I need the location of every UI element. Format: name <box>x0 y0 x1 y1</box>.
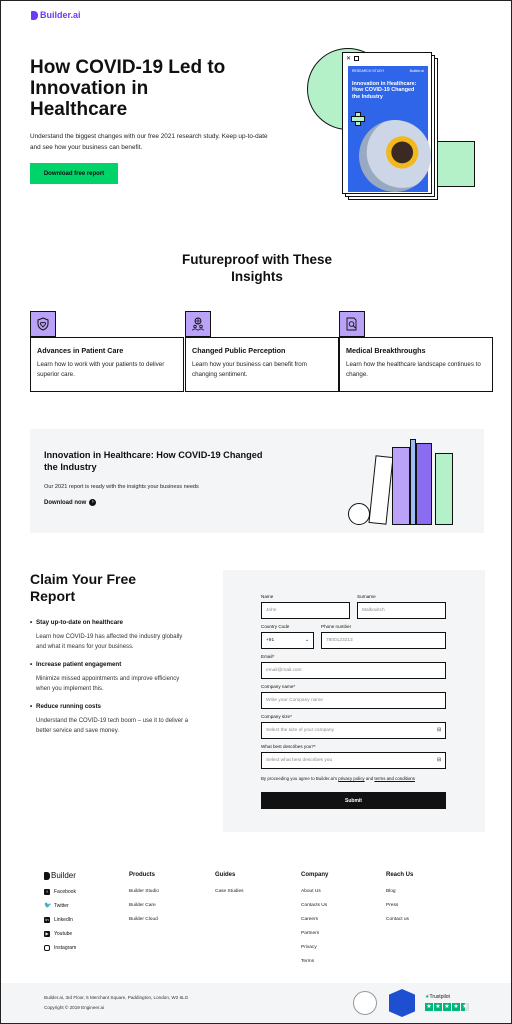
footer-link[interactable]: Careers <box>301 917 319 922</box>
name-label: Name <box>261 594 274 599</box>
book-illustration <box>392 447 410 525</box>
email-field[interactable]: email@mail.com <box>261 662 446 679</box>
trustpilot-stars <box>425 1003 469 1011</box>
hero-title: How COVID-19 Led to Innovation in Healthcare <box>30 57 226 120</box>
star-icon: ★ <box>453 1004 459 1010</box>
star-half-icon: ★ <box>462 1004 468 1010</box>
insight-title: Medical Breakthroughs <box>346 346 426 355</box>
report-banner <box>30 429 484 533</box>
globe-people-icon <box>185 311 211 337</box>
describe-select[interactable]: Select what best describes you ⊟ <box>261 752 446 769</box>
report-cover-title: Innovation in Healthcare: How COVID-19 Changed the Industry <box>352 81 417 100</box>
brand-logo[interactable]: Builder.ai <box>31 10 81 20</box>
banner-text: Our 2021 report is ready with the insights your business needs <box>44 484 199 490</box>
trustpilot-label[interactable]: ★Trustpilot <box>425 994 450 1000</box>
insights-title: Futureproof with These Insights <box>182 252 332 284</box>
star-icon: ★ <box>426 1004 432 1010</box>
footer-link[interactable]: Partners <box>301 931 320 936</box>
youtube-icon: ▶ <box>45 931 49 936</box>
insight-card-patient-care <box>30 337 184 392</box>
footer-link[interactable]: Contact us <box>386 917 409 922</box>
chevron-down-icon: ⌄ <box>304 638 309 643</box>
company-name-label: Company name* <box>261 684 296 689</box>
social-twitter[interactable]: 🐦 Twitter <box>44 903 69 909</box>
social-youtube[interactable]: ▶ Youtube <box>45 931 73 937</box>
book-illustration <box>368 455 393 525</box>
surname-field[interactable]: Malkovitch <box>357 602 446 619</box>
company-size-label: Company size* <box>261 714 292 719</box>
copyright: Copyright © 2019 Engineer.ai <box>44 1005 105 1010</box>
surname-label: Surname <box>357 594 376 599</box>
social-facebook[interactable]: f Facebook <box>44 889 76 895</box>
book-illustration <box>416 443 432 525</box>
company-name-field[interactable]: Write your Company name <box>261 692 446 709</box>
phone-field[interactable]: 7800123213 <box>321 632 446 649</box>
footer-heading-products: Products <box>129 872 156 878</box>
arrow-right-icon: › <box>89 499 96 506</box>
decor-circle <box>348 503 370 525</box>
linkedin-icon: in <box>45 917 49 922</box>
consent-text: By proceeding you agree to Builder.ai's privacy policy and terms and conditions <box>261 776 415 781</box>
describe-label: What best describes you?* <box>261 744 316 749</box>
report-tag: RESEARCH STUDY <box>352 69 385 73</box>
insight-card-public-perception <box>185 337 339 392</box>
certification-badge <box>353 991 377 1015</box>
close-icon: ✕ <box>346 55 352 62</box>
submit-button[interactable]: Submit <box>261 792 446 809</box>
banner-title: Innovation in Healthcare: How COVID-19 Changed the Industry <box>44 450 263 472</box>
footer-link[interactable]: Case Studies <box>215 889 244 894</box>
star-icon: ★ <box>444 1004 450 1010</box>
insight-text: Learn how to work with your patients to deliver superior care. <box>37 361 165 378</box>
footer-link[interactable]: Builder Studio <box>129 889 159 894</box>
social-instagram[interactable]: Instagram <box>44 945 76 951</box>
download-now-link[interactable]: Download now › <box>44 499 96 506</box>
document-search-icon <box>339 311 365 337</box>
claim-title: Claim Your Free Report <box>30 571 137 604</box>
healthcare-worker-photo <box>359 120 431 192</box>
instagram-icon <box>44 945 50 951</box>
download-report-button[interactable]: Download free report <box>30 163 118 184</box>
footer-link[interactable]: Contacts Us <box>301 903 328 908</box>
company-size-select[interactable]: Select the size of your company ⊟ <box>261 722 446 739</box>
insight-text: Learn how your business can benefit from changing sentiment. <box>192 361 307 378</box>
footer-link[interactable]: About Us <box>301 889 321 894</box>
report-cover-illustration <box>342 52 432 194</box>
hero-description: Understand the biggest changes with our free 2021 research study. Keep up-to-date and see how your business can benefit. <box>30 133 268 151</box>
insight-title: Advances in Patient Care <box>37 346 124 355</box>
footer-logo[interactable]: Builder <box>44 871 76 880</box>
footer-heading-reach-us: Reach Us <box>386 872 414 878</box>
footer-link[interactable]: Builder Cloud <box>129 917 158 922</box>
social-linkedin[interactable]: in LinkedIn <box>45 917 73 923</box>
window-controls <box>343 53 431 63</box>
name-field[interactable]: John <box>261 602 350 619</box>
footer-link[interactable]: Blog <box>386 889 396 894</box>
country-code-label: Country Code <box>261 624 290 629</box>
footer-link[interactable]: Privacy <box>301 945 317 950</box>
footer-link[interactable]: Press <box>386 903 399 908</box>
report-brand: Builder.ai <box>409 69 424 73</box>
phone-label: Phone number <box>321 624 352 629</box>
footer-heading-guides: Guides <box>215 872 236 878</box>
insight-card-medical-breakthroughs <box>339 337 493 392</box>
footer-link[interactable]: Terms <box>301 959 315 964</box>
insight-text: Learn how the healthcare landscape continues to change. <box>346 361 481 378</box>
insight-title: Changed Public Perception <box>192 346 286 355</box>
medical-cross-icon <box>351 112 363 124</box>
star-icon: ★ <box>425 994 430 1000</box>
twitter-icon: 🐦 <box>44 903 52 909</box>
heart-shield-icon <box>30 311 56 337</box>
logo-mark-icon <box>31 11 38 20</box>
benefit-item: • Increase patient engagement Minimize missed appointments and improve efficiency when you implement this. <box>30 661 190 694</box>
book-illustration <box>435 453 453 525</box>
dropdown-box-icon: ⊟ <box>436 758 441 763</box>
benefit-item: • Stay up-to-date on healthcare Learn how COVID-19 has affected the industry globally and what it means for your business. <box>30 619 190 652</box>
benefit-item: • Reduce running costs Understand the COVID-19 tech boom – use it to deliver a better service and save money. <box>30 703 190 736</box>
footer-link[interactable]: Builder Care <box>129 903 156 908</box>
dropdown-box-icon: ⊟ <box>436 728 441 733</box>
logo-mark-icon <box>44 872 50 880</box>
email-label: Email* <box>261 654 275 659</box>
report-cover <box>348 66 428 192</box>
terms-link[interactable]: terms and conditions <box>374 776 415 781</box>
star-icon: ★ <box>435 1004 441 1010</box>
footer-heading-company: Company <box>301 872 329 878</box>
window-square-icon <box>354 56 359 61</box>
privacy-policy-link[interactable]: privacy policy <box>338 776 365 781</box>
country-code-select[interactable]: +91 ⌄ <box>261 632 314 649</box>
award-badge <box>389 989 415 1017</box>
facebook-icon: f <box>44 889 50 895</box>
company-address: Builder.ai, 3rd Floor, 5 Merchant Square, Paddington, London, W2 6LG <box>44 995 189 1000</box>
